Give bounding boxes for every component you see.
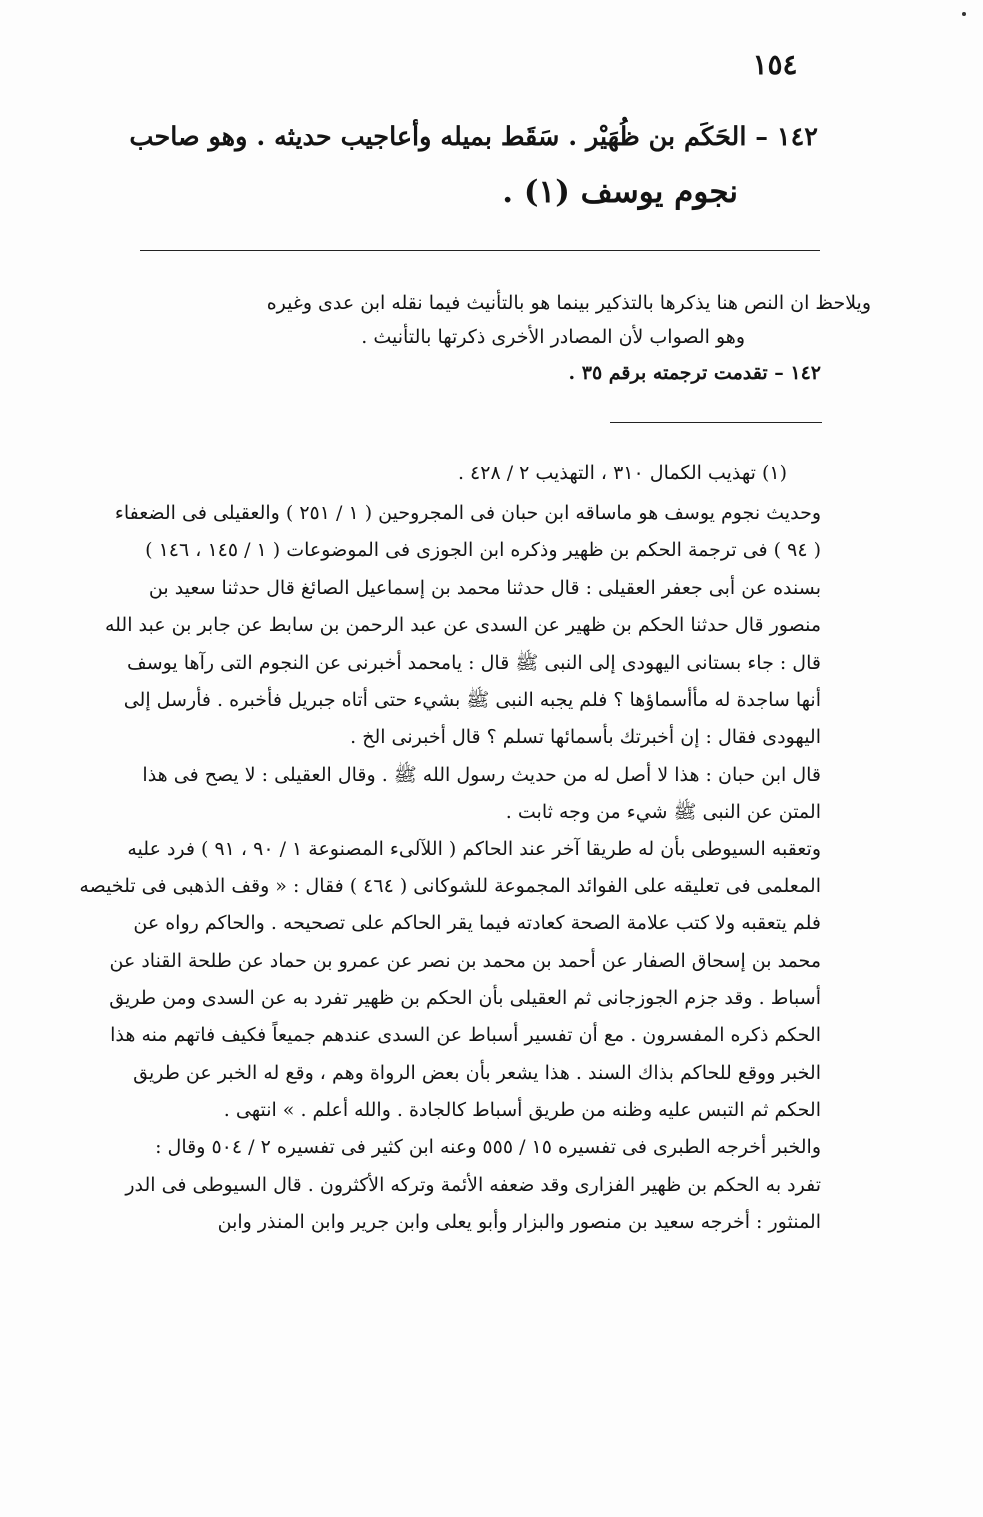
footnote-line: الخبر ووقع للحاكم بذاك السند . هذا يشعر بأن بعض الرواة وهم ، وقع له الخبر عن طريق bbox=[133, 1062, 821, 1084]
footnote-line: فلم يتعقبه ولا كتب علامة الصحة كعادته فيما يقر الحاكم على تصحيحه . والحاكم رواه عن bbox=[133, 912, 821, 934]
page-number: ١٥٤ bbox=[752, 48, 798, 81]
footnote-line: اليهودى فقال : إن أخبرتك بأسمائها تسلم ؟ قال أخبرنى الخ . bbox=[350, 726, 821, 748]
footnote-line: الحكم ذكره المفسرون . مع أن تفسير أسباط عن السدى عندهم جميعاً فكيف فاتهم منه هذا bbox=[110, 1024, 821, 1046]
footnote-line: ( ٩٤ ) فى ترجمة الحكم بن ظهير وذكره ابن الجوزى فى الموضوعات ( ١ / ١٤٥ ، ١٤٦ ) bbox=[145, 539, 821, 561]
footnote-line: وحديث نجوم يوسف هو ماساقه ابن حبان فى المجروحين ( ١ / ٢٥١ ) والعقيلى فى الضعفاء bbox=[114, 502, 821, 524]
note-line-3: ١٤٢ – تقدمت ترجمته برقم ٣٥ . bbox=[568, 362, 821, 384]
footnote-line: (١) تهذيب الكمال ٣١٠ ، التهذيب ٢ / ٤٢٨ . bbox=[457, 462, 787, 484]
note-line-2: وهو الصواب لأن المصادر الأخرى ذكرتها بالتأنيث . bbox=[361, 326, 745, 348]
footnote-line: المتن عن النبى ﷺ شيء من وجه ثابت . bbox=[505, 801, 821, 823]
footnote-line: قال ابن حبان : هذا لا أصل له من حديث رسول الله ﷺ . وقال العقيلى : لا يصح فى هذا bbox=[142, 764, 821, 786]
footnote-line: محمد بن إسحاق الصفار عن أحمد بن محمد بن نصر عن عمرو بن حماد عن طلحة القناد عن bbox=[109, 950, 821, 972]
footnote-line: الحكم ثم التبس عليه وظنه من طريق أسباط كالجادة . والله أعلم . » انتهى . bbox=[223, 1099, 821, 1121]
footnote-separator bbox=[610, 422, 822, 423]
note-line-1: ويلاحظ ان النص هنا يذكرها بالتذكير بينما هو بالتأنيث فيما نقله ابن عدى وغيره bbox=[266, 292, 871, 314]
scan-speck bbox=[962, 12, 966, 16]
footnote-line: منصور قال حدثنا الحكم بن ظهير عن السدى عن عبد الرحمن بن سابط عن جابر بن عبد الله bbox=[104, 614, 821, 636]
entry-separator bbox=[140, 250, 820, 251]
footnote-line: المعلمى فى تعليقه على الفوائد المجموعة للشوكانى ( ٤٦٤ ) فقال : « وقف الذهبى فى تلخيصه bbox=[79, 875, 821, 897]
footnote-line: وتعقبه السيوطى بأن له طريقا آخر عند الحاكم ( اللآلىء المصنوعة ١ / ٩٠ ، ٩١ ) فرد عليه bbox=[127, 838, 821, 860]
footnote-line: تفرد به الحكم بن ظهير الفزارى وقد ضعفه الأئمة وتركه الأكثرون . قال السيوطى فى الدر bbox=[125, 1174, 821, 1196]
footnote-line: أسباط . وقد جزم الجوزجانى ثم العقيلى بأن الحكم بن ظهير تفرد به عن السدى ومن طريق bbox=[109, 987, 821, 1009]
entry-line-1: ١٤٢ – الحَكَم بن ظُهَيْر . سَقَط بميله وأعاجيب حديثه . وهو صاحب bbox=[129, 122, 818, 152]
footnote-line: المنثور : أخرجه سعيد بن منصور والبزار وأبو يعلى وابن جرير وابن المنذر وابن bbox=[217, 1211, 821, 1233]
footnote-line: أنها ساجدة له مأأسماؤها ؟ فلم يجبه النبى ﷺ بشيء حتى أتاه جبريل فأخبره . فأرسل إلى bbox=[123, 689, 821, 711]
footnote-line: بسنده عن أبى جعفر العقيلى : قال حدثنا محمد بن إسماعيل الصائغ قال حدثنا سعيد بن bbox=[148, 577, 821, 599]
entry-line-2: نجوم يوسف (١) . bbox=[502, 174, 738, 210]
footnote-line: والخبر أخرجه الطبرى فى تفسيره ١٥ / ٥٥٥ وعنه ابن كثير فى تفسيره ٢ / ٥٠٤ وقال : bbox=[155, 1136, 821, 1158]
footnote-line: قال : جاء بستانى اليهودى إلى النبى ﷺ قال : يامحمد أخبرنى عن النجوم التى رآها يوسف bbox=[127, 652, 821, 674]
